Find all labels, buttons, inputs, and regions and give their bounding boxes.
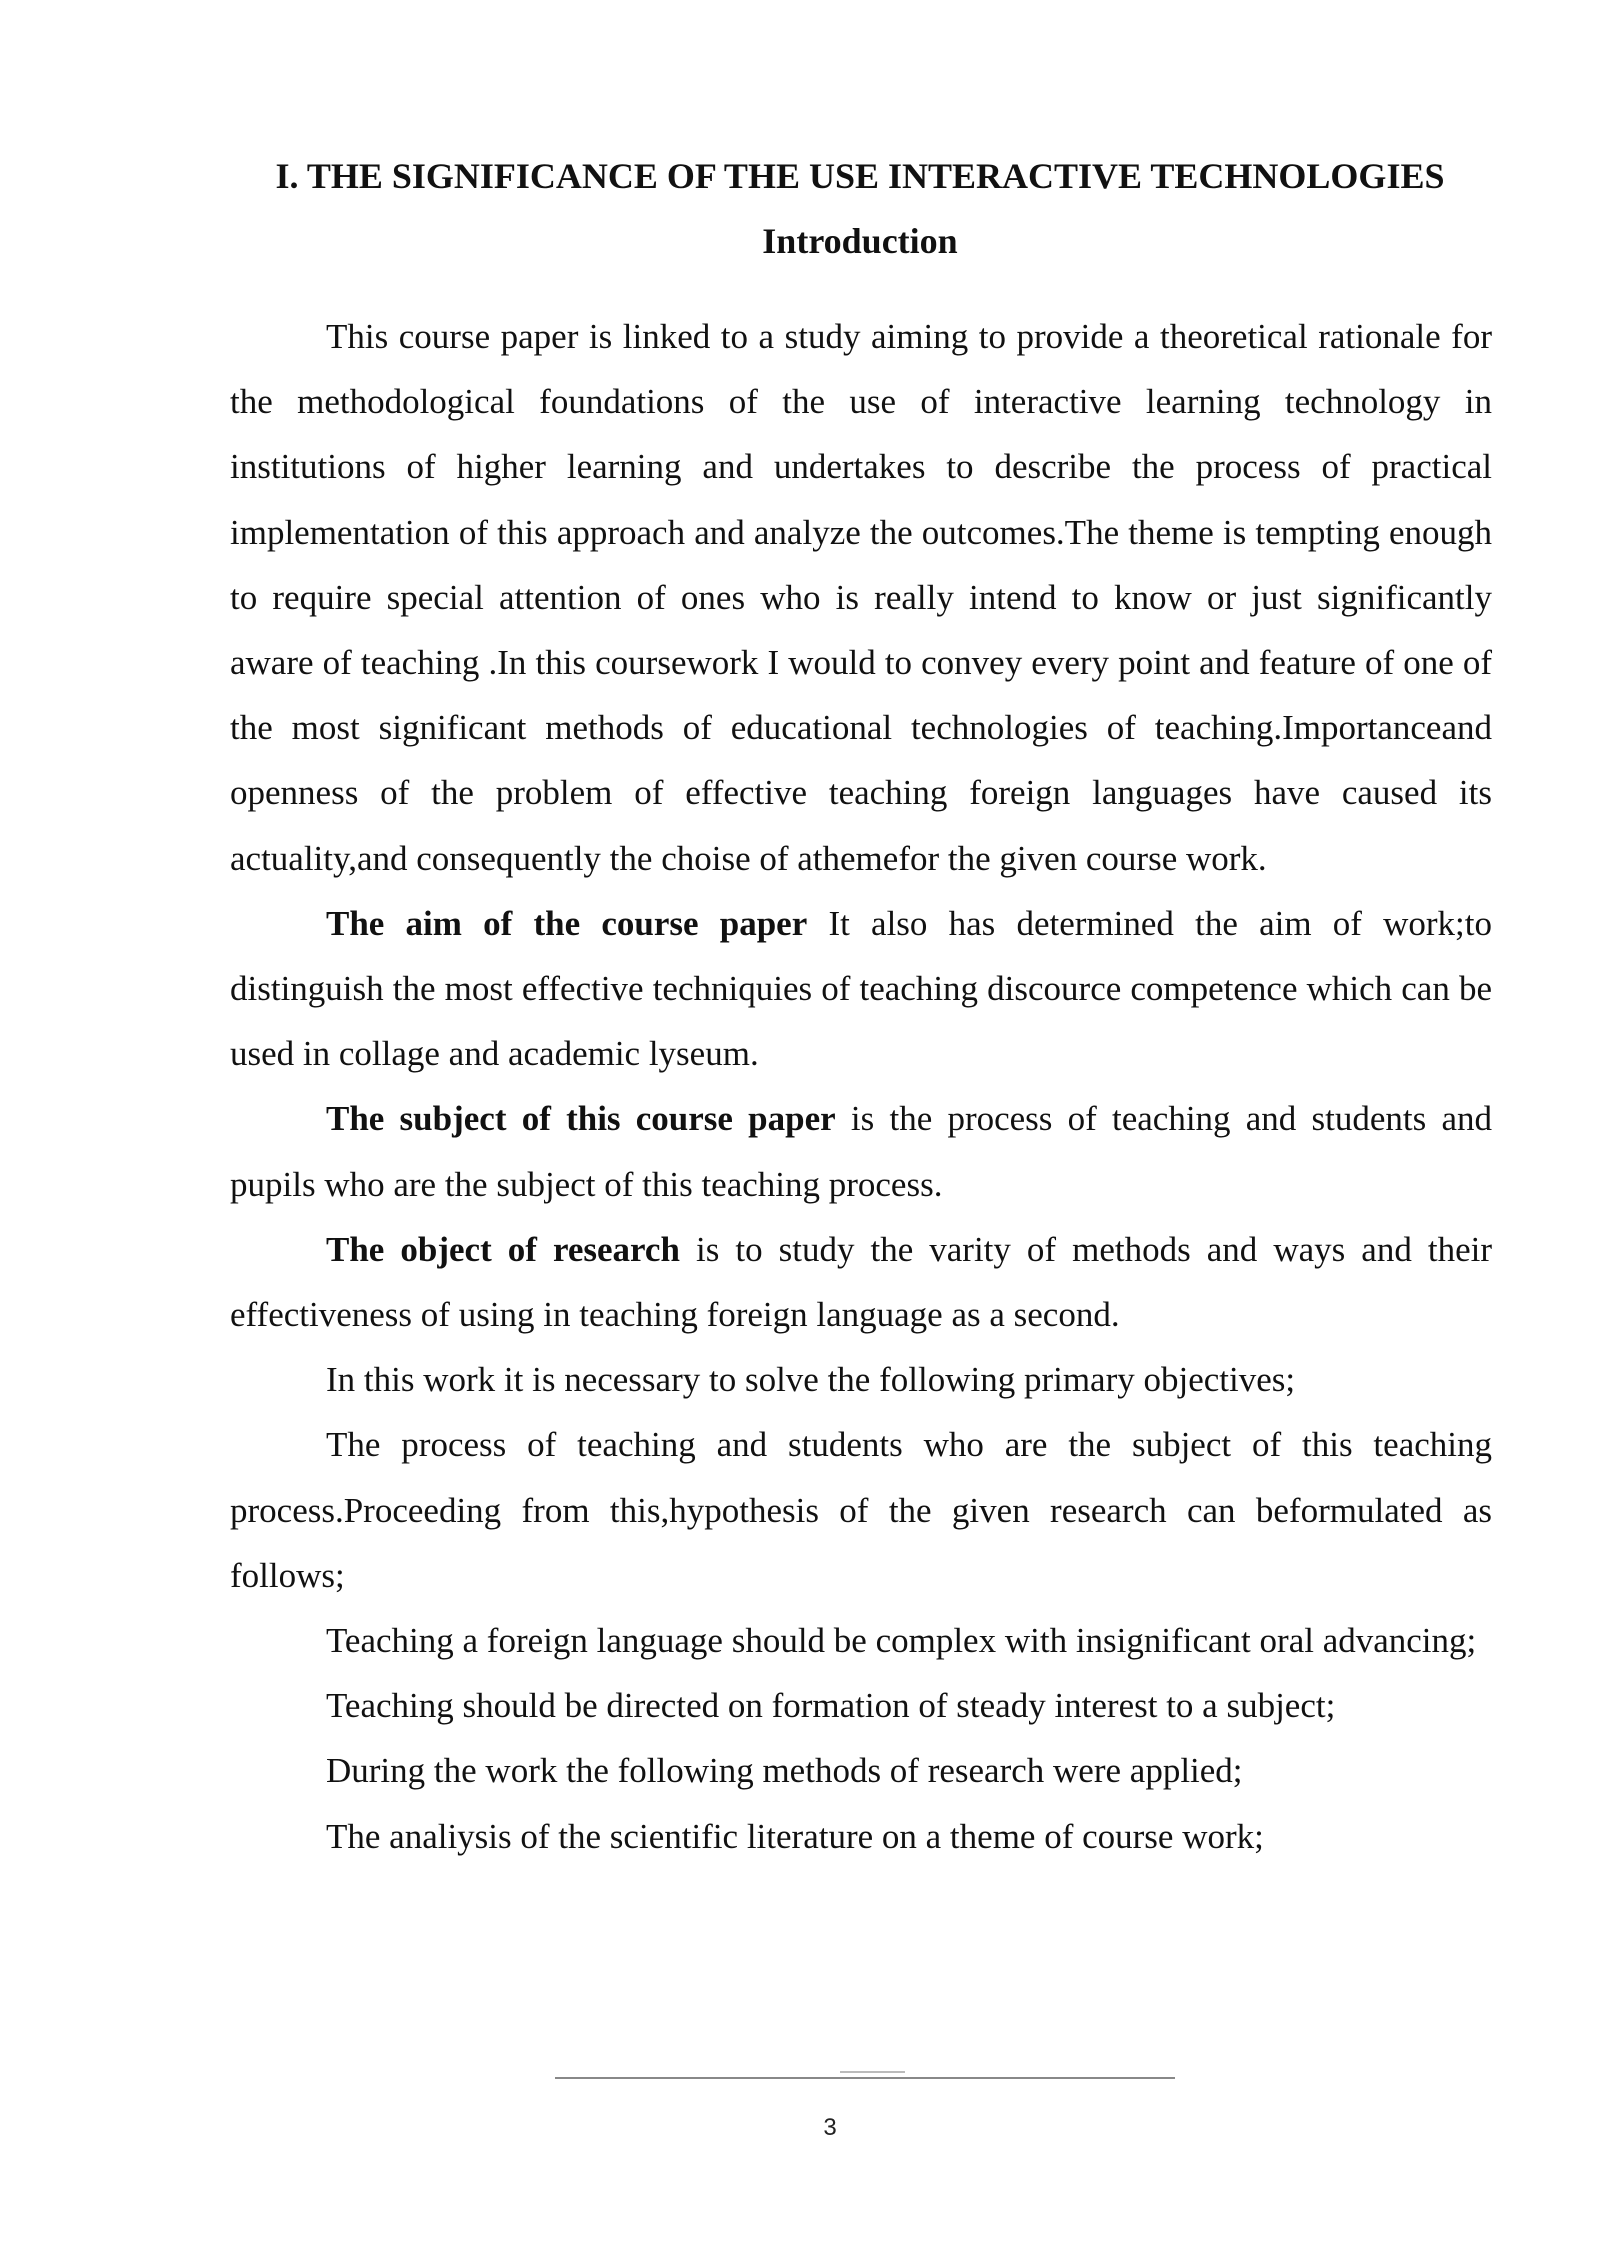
paragraph-text: Teaching a foreign language should be complex with insignificant oral advancing;: [326, 1621, 1477, 1661]
footer-rule: [555, 2077, 1175, 2079]
paragraph-intro: [230, 304, 1492, 891]
paragraph-object: [230, 1217, 1492, 1347]
paragraph-aim: [230, 891, 1492, 1087]
paragraph-text: Teaching should be directed on formation of steady interest to a subject;: [326, 1686, 1336, 1726]
paragraph-hypothesis: [230, 1412, 1492, 1608]
paragraph-objectives: [230, 1347, 1492, 1412]
body-text: [230, 304, 1492, 1869]
paragraph-lead: The subject of this course paper: [326, 1099, 836, 1139]
paragraph-text: is to study the varity of methods and ways and their effectiveness of using in teaching foreign language as a second.: [230, 1229, 1492, 1335]
paragraph-text: The process of teaching and students who are the subject of this teaching process.Proceeding from this,hypothesis of the given research can beformulated as follows;: [230, 1425, 1492, 1595]
paragraph-subject: [230, 1086, 1492, 1216]
paragraph-interest: [230, 1673, 1492, 1738]
paragraph-lead: The object of research: [326, 1229, 680, 1269]
paragraph-lead: The aim of the course paper: [326, 903, 808, 943]
introduction-heading: Introduction: [762, 221, 958, 261]
footer-rule-accent: [840, 2071, 905, 2073]
page-number: 3: [823, 2114, 837, 2141]
paragraph-complex: [230, 1608, 1492, 1673]
paragraph-text: During the work the following methods of research were applied;: [326, 1751, 1243, 1791]
paragraph-text: It also has determined the aim of work;to distinguish the most effective techniquies of teaching discource competence which can be used in collage and academic lyseum.: [230, 903, 1492, 1074]
paragraph-text: is the process of teaching and students and pupils who are the subject of this teaching process.: [230, 1099, 1492, 1204]
paragraph-methods: [230, 1738, 1492, 1803]
chapter-heading: I. THE SIGNIFICANCE OF THE USE INTERACTIVE TECHNOLOGIES: [275, 156, 1445, 196]
paragraph-text: This course paper is linked to a study aiming to provide a theoretical rationale for the methodological foundations of the use of interactive learning technology in institutions of higher learning and undertakes to describe the process of practical implementation of this approach and analyze the outcomes.The theme is tempting enough to require special attention of ones who is really intend to know or just significantly aware of teaching .In this coursework I would to convey every point and feature of one of the most significant methods of educational technologies of teaching.Importanceand openness of the problem of effective teaching foreign languages have caused its actuality,and consequently the choise of athemefor the given course work.: [230, 317, 1492, 878]
paragraph-text: The analiysis of the scientific literature on a theme of course work;: [326, 1816, 1264, 1856]
paragraph-text: In this work it is necessary to solve the following primary objectives;: [326, 1360, 1296, 1400]
paragraph-analysis: [230, 1804, 1492, 1869]
